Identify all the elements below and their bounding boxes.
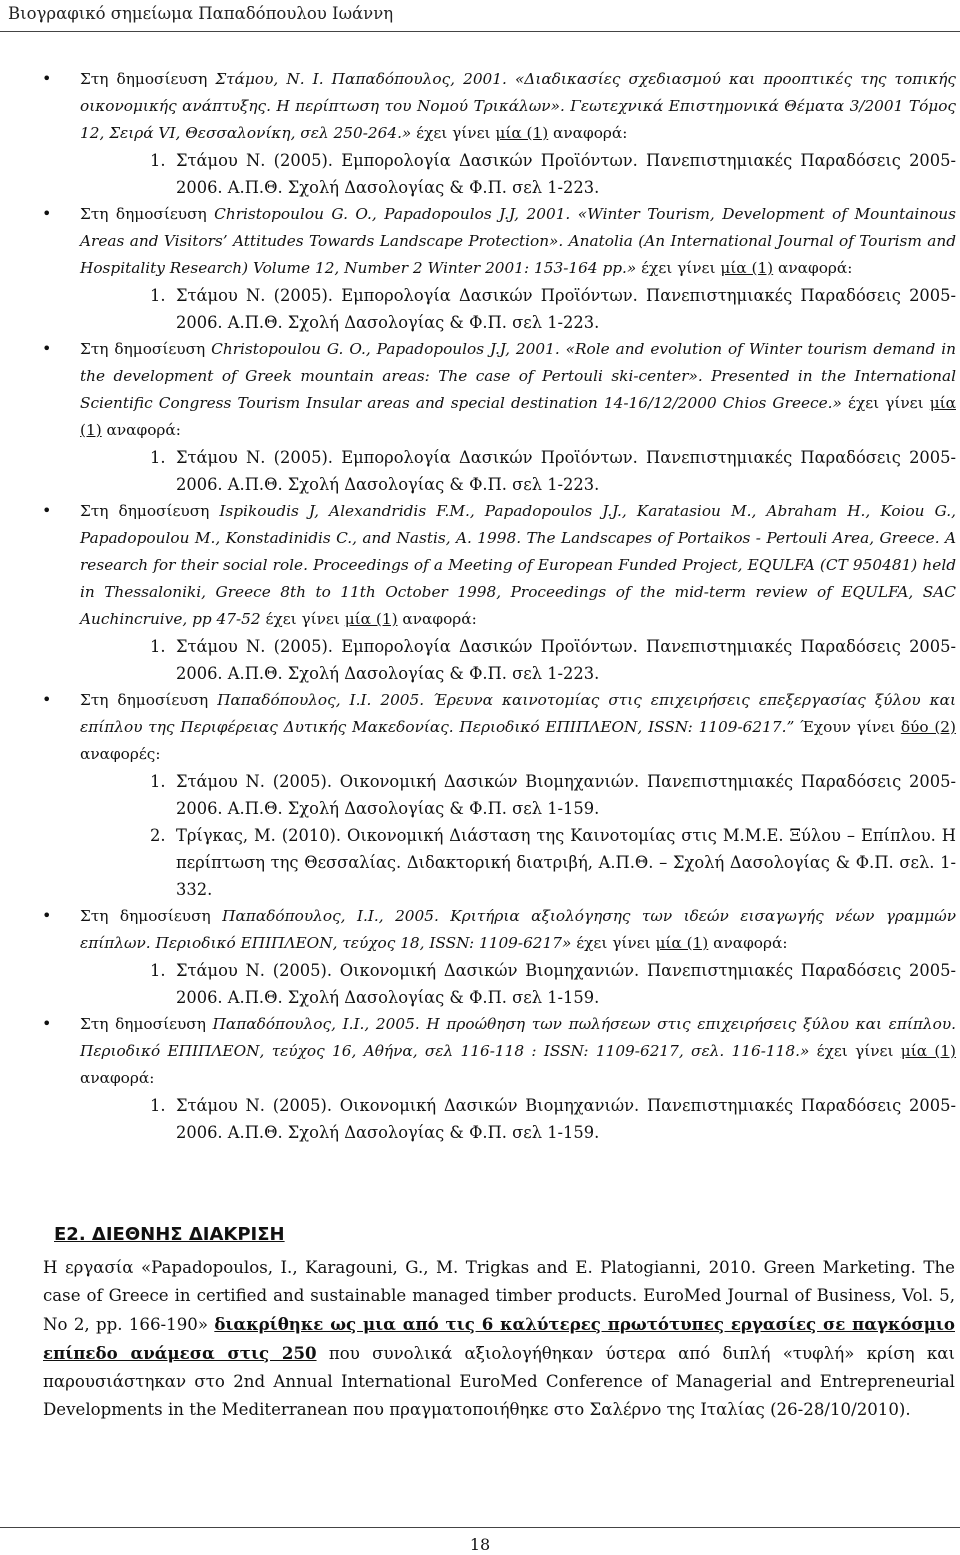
award-paragraph [43, 1254, 955, 1424]
publication-text-fragment: Στη δημοσίευση [80, 205, 215, 223]
publication-item [80, 336, 956, 498]
publication-text-fragment: αναφορά: [773, 259, 853, 277]
citation-text: Στάμου Ν. (2005). Εμπορολογία Δασικών Προϊόντων. Πανεπιστημιακές Παραδόσεις 2005-2006. Α.Π.Θ. Σχολή Δασολογίας & Φ.Π. σελ 1-223. [176, 448, 956, 494]
publication-text-fragment: αναφορά: [548, 124, 628, 142]
publication-text-fragment: Στη δημοσίευση [80, 340, 212, 358]
publication-text-fragment: αναφορά: [80, 1069, 155, 1087]
publication-text-fragment: Στη δημοσίευση [80, 502, 220, 520]
citation-text: Στάμου Ν. (2005). Εμπορολογία Δασικών Προϊόντων. Πανεπιστημιακές Παραδόσεις 2005-2006. Α.Π.Θ. Σχολή Δασολογίας & Φ.Π. σελ 1-223. [176, 151, 956, 197]
publication-text [80, 66, 956, 147]
citation-list [80, 957, 956, 1011]
publication-text [80, 903, 956, 957]
citation-item [80, 633, 956, 687]
citation-count: μία (1) [900, 1042, 956, 1060]
publication-list [80, 66, 956, 1146]
publication-text-fragment: αναφορά: [397, 610, 477, 628]
citation-number: 1. [150, 772, 166, 791]
publication-text-fragment: Στη δημοσίευση [80, 691, 218, 709]
publication-text-fragment: έχει γίνει [265, 610, 345, 628]
publication-text-fragment: αναφορά: [101, 421, 181, 439]
citation-text: Στάμου Ν. (2005). Εμπορολογία Δασικών Προϊόντων. Πανεπιστημιακές Παραδόσεις 2005-2006. Α.Π.Θ. Σχολή Δασολογίας & Φ.Π. σελ 1-223. [176, 637, 956, 683]
publication-item [80, 1011, 956, 1146]
publication-item [80, 903, 956, 1011]
citation-count: μία (1) [495, 124, 549, 142]
citation-count: μία (1) [720, 259, 774, 277]
citation-list [80, 147, 956, 201]
publication-item [80, 687, 956, 903]
citation-list [80, 282, 956, 336]
publication-text-fragment: έχει γίνει [809, 1042, 901, 1060]
publication-text-fragment: Στη δημοσίευση [80, 907, 223, 925]
publication-reference: Παπαδόπουλος, Ι.Ι., 2005. Κριτήρια αξιολόγησης των ιδεών εισαγωγής νέων γραμμών επίπλων. Περιοδικό ΕΠΙΠΛΕΟΝ, τεύχος 18, ISSN: 1109-6217» [80, 907, 956, 952]
publication-reference: Παπαδόπουλος, Ι.Ι., 2005. Η προώθηση των πωλήσεων στις επιχειρήσεις ξύλου και επίπλου. Περιοδικό ΕΠΙΠΛΕΟΝ, τεύχος 16, Αθήνα, σελ 116-118 : ISSN: 1109-6217, σελ. 116-118.» [80, 1015, 956, 1060]
award-text: Η εργασία «Papadopoulos, I., Karagouni, G., M. Trigkas and E. Platogianni, 2010. Green Marketing. The case of Greece in certified and sustainable managed timber products. EuroMed Journal of Business, Vol. 5, No 2, pp. 166-190» [43, 1258, 955, 1334]
publication-text-fragment: έχει γίνει [841, 394, 930, 412]
footer-divider [0, 1527, 960, 1528]
citation-number: 2. [150, 826, 166, 845]
citation-item [80, 282, 956, 336]
section-title: Ε2. ΔΙΕΘΝΗΣ ΔΙΑΚΡΙΣΗ [54, 1224, 285, 1245]
publication-text-fragment: Στη δημοσίευση [80, 1015, 213, 1033]
publication-reference: Christopoulou G. O., Papadopoulos J.J, 2001. «Winter Tourism, Development of Mountainous Areas and Visitors’ Attitudes Towards Landscape Protection». Anatolia (An International Journal of Tourism and Hospitality Research) Volume 12, Number 2 Winter 2001: 153-164 pp.» [80, 205, 956, 277]
publication-reference: Παπαδόπουλος, Ι.Ι. 2005. Έρευνα καινοτομίας στις επιχειρήσεις επεξεργασίας ξύλου και επίπλου της Περιφέρειας Δυτικής Μακεδονίας. Περιοδικό ΕΠΙΠΛΕΟΝ, ISSN: 1109-6217.” [80, 691, 957, 736]
header-divider [0, 31, 960, 32]
citation-list [80, 633, 956, 687]
publication-text [80, 498, 956, 633]
citation-number: 1. [150, 448, 166, 467]
publication-text-fragment: αναφορές: [80, 745, 161, 763]
publication-text-fragment: έχει γίνει [571, 934, 656, 952]
publication-text [80, 687, 956, 768]
award-text: που συνολικά αξιολογήθηκαν ύστερα από διπλή «τυφλή» κρίση και παρουσιάστηκαν στο 2nd Annual International EuroMed Conference of Managerial and Entrepreneurial Developments in the Mediterranean που πραγματοποιήθηκε στο Σαλέρνο της Ιταλίας (26-28/10/2010). [43, 1344, 955, 1419]
citation-item [80, 1092, 956, 1146]
publication-reference: Στάμου, Ν. Ι. Παπαδόπουλος, 2001. «Διαδικασίες σχεδιασμού και προοπτικές της τοπικής οικονομικής ανάπτυξης. Η περίπτωση του Νομού Τρικάλων». Γεωτεχνικά Επιστημονικά Θέματα 3/2001 Τόμος 12, Σειρά VI, Θεσσαλονίκη, σελ 250-264.» [80, 70, 956, 142]
publication-text [80, 336, 956, 444]
publication-reference: Christopoulou G. O., Papadopoulos J.J, 2001. «Role and evolution of Winter tourism demand in the development of Greek mountain areas: The case of Pertouli ski-center». Presented in the International Scientific Congress Tourism Insular areas and special destination 14-16/12/2000 Chios Greece.» [80, 340, 956, 412]
citation-text: Στάμου Ν. (2005). Οικονομική Δασικών Βιομηχανιών. Πανεπιστημιακές Παραδόσεις 2005-2006. Α.Π.Θ. Σχολή Δασολογίας & Φ.Π. σελ 1-159. [176, 772, 956, 818]
award-highlight: διακρίθηκε ως μια από τις 6 καλύτερες πρωτότυπες εργασίες σε παγκόσμιο επίπεδο ανάμεσα στις 250 [43, 1314, 955, 1363]
citation-text: Στάμου Ν. (2005). Οικονομική Δασικών Βιομηχανιών. Πανεπιστημιακές Παραδόσεις 2005-2006. Α.Π.Θ. Σχολή Δασολογίας & Φ.Π. σελ 1-159. [176, 961, 956, 1007]
citation-list [80, 444, 956, 498]
citation-number: 1. [150, 286, 166, 305]
document-header: Βιογραφικό σημείωμα Παπαδόπουλου Ιωάννη [8, 4, 394, 23]
citation-item [80, 768, 956, 822]
page-number: 18 [469, 1535, 491, 1554]
publication-text [80, 201, 956, 282]
publication-text-fragment: αναφορά: [708, 934, 788, 952]
publication-reference: Ispikoudis J, Alexandridis F.M., Papadopoulos J.J., Karatasiou M., Abraham H., Koiou G., Papadopoulou M., Konstadinidis C., and Nastis, A. 1998. The Landscapes of Portaikos - Pertouli Area, Greece. A research for their social role. Proceedings of a Meeting of European Funded Project, EQULFA (CT 950481) held in Thessaloniki, Greece 8th to 11th October 1998, Proceedings of the mid-term review of EQULFA, SAC Auchincruive, pp 47-52 [80, 502, 956, 628]
citation-list [80, 1092, 956, 1146]
publication-text-fragment: Έχουν γίνει [800, 718, 901, 736]
publication-item [80, 498, 956, 687]
citation-text: Στάμου Ν. (2005). Εμπορολογία Δασικών Προϊόντων. Πανεπιστημιακές Παραδόσεις 2005-2006. Α.Π.Θ. Σχολή Δασολογίας & Φ.Π. σελ 1-223. [176, 286, 956, 332]
citation-item [80, 147, 956, 201]
publication-text [80, 1011, 956, 1092]
publication-item [80, 201, 956, 336]
publication-item [80, 66, 956, 201]
citation-count: μία (1) [80, 394, 956, 439]
citation-number: 1. [150, 1096, 166, 1115]
citation-count: μία (1) [344, 610, 398, 628]
citation-item [80, 957, 956, 1011]
publication-text-fragment: έχει γίνει [411, 124, 496, 142]
citation-count: δύο (2) [900, 718, 957, 736]
publication-text-fragment: έχει γίνει [636, 259, 721, 277]
citation-text: Στάμου Ν. (2005). Οικονομική Δασικών Βιομηχανιών. Πανεπιστημιακές Παραδόσεις 2005-2006. Α.Π.Θ. Σχολή Δασολογίας & Φ.Π. σελ 1-159. [176, 1096, 956, 1142]
citation-item [80, 444, 956, 498]
citation-number: 1. [150, 151, 166, 170]
citation-count: μία (1) [655, 934, 709, 952]
citation-number: 1. [150, 961, 166, 980]
citation-number: 1. [150, 637, 166, 656]
citation-item [80, 822, 956, 903]
citation-text: Τρίγκας, Μ. (2010). Οικονομική Διάσταση της Καινοτομίας στις Μ.Μ.Ε. Ξύλου – Επίπλου. Η περίπτωση της Θεσσαλίας. Διδακτορική διατριβή, Α.Π.Θ. – Σχολή Δασολογίας & Φ.Π. σελ. 1-332. [176, 826, 956, 899]
publication-text-fragment: Στη δημοσίευση [80, 70, 216, 88]
citation-list [80, 768, 956, 903]
